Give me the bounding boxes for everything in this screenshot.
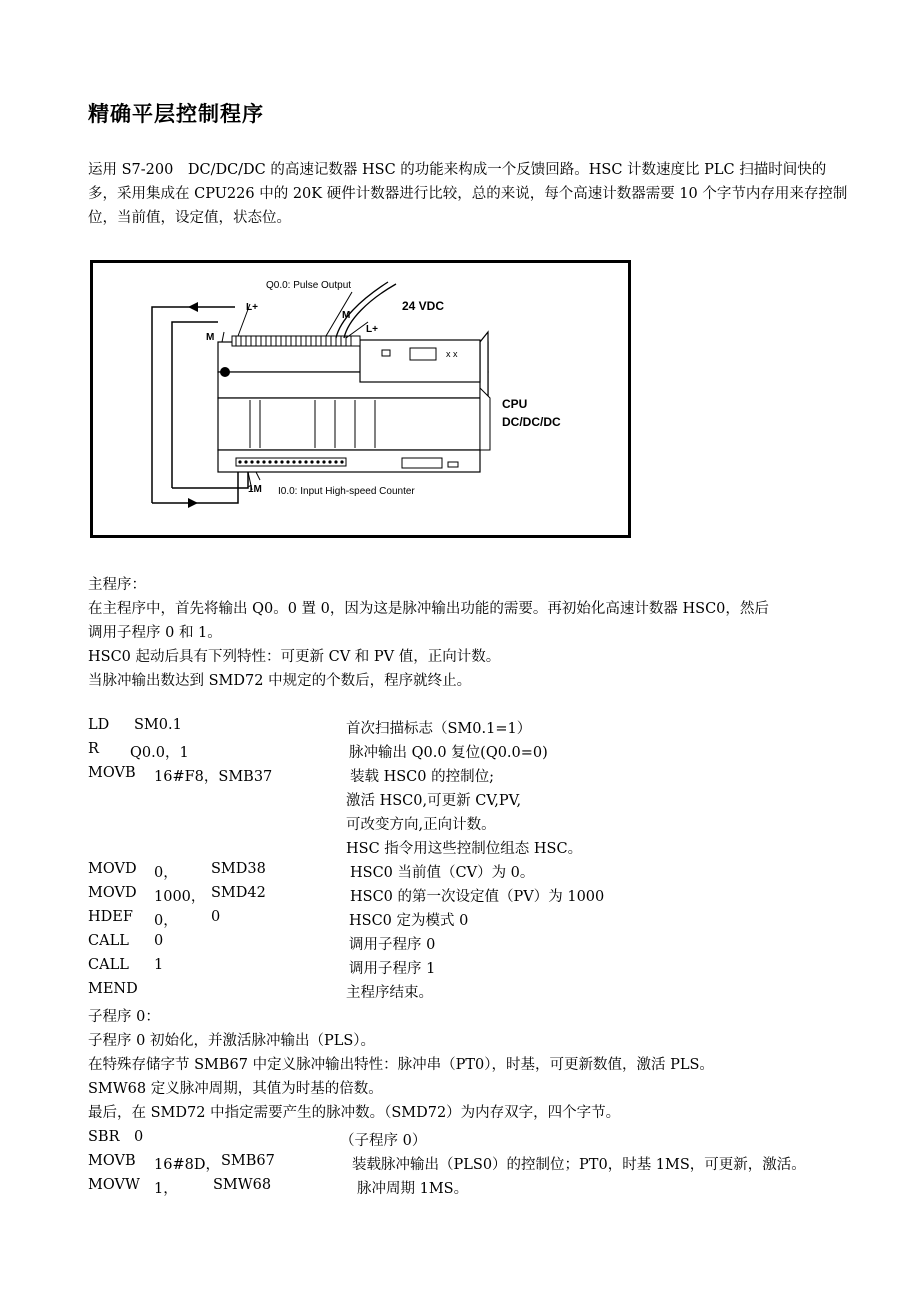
m-left-label: M	[206, 332, 215, 343]
code-operand: SM0.1	[134, 717, 182, 733]
code-operand: 0	[154, 933, 164, 949]
code-comment: 脉冲周期 1MS。	[357, 1181, 469, 1197]
code-operand-2: SMB67	[221, 1153, 275, 1169]
cpu-label: CPU	[502, 397, 528, 411]
code-op: CALL	[88, 957, 129, 973]
code-op: CALL	[88, 933, 129, 949]
sub-heading: 子程序 0：	[88, 1009, 160, 1025]
input-hsc-label: I0.0: Input High-speed Counter	[278, 486, 415, 497]
code-op: R	[88, 741, 99, 757]
sub-desc-line: SMW68 定义脉冲周期，其值为时基的倍数。	[88, 1081, 383, 1097]
code-op: HDEF	[88, 909, 133, 925]
code-comment: 激活 HSC0,可更新 CV,PV,	[346, 793, 522, 809]
code-operand: 0	[134, 1129, 144, 1145]
main-desc-line: 调用子程序 0 和 1。	[88, 625, 222, 641]
code-operand: 0，	[154, 913, 178, 929]
main-desc-line: 当脉冲输出数达到 SMD72 中规定的个数后，程序就终止。	[88, 673, 472, 689]
code-op: LD	[88, 717, 110, 733]
main-desc-line: 在主程序中，首先将输出 Q0。0 置 0，因为这是脉冲输出功能的需要。再初始化高速计数器 HSC0，然后	[88, 601, 769, 617]
code-operand-2: SMD42	[211, 885, 266, 901]
cpu-wiring-diagram	[90, 260, 632, 540]
code-comment: 调用子程序 1	[349, 961, 436, 977]
code-comment: HSC0 的第一次设定值（PV）为 1000	[350, 889, 605, 905]
code-operand: 1000，	[154, 889, 206, 905]
code-operand-2: SMD38	[211, 861, 266, 877]
svg-text:x x: x x	[446, 349, 458, 359]
code-comment: 可改变方向,正向计数。	[346, 817, 496, 833]
sub-desc-line: 最后，在 SMD72 中指定需要产生的脉冲数。（SMD72）为内存双字，四个字节。	[88, 1105, 621, 1121]
code-comment: 装载脉冲输出（PLS0）的控制位；PT0，时基 1MS，可更新，激活。	[352, 1157, 806, 1173]
one-m-label: 1M	[248, 484, 262, 495]
code-operand-2: SMW68	[213, 1177, 272, 1193]
code-op: MOVD	[88, 861, 137, 877]
code-comment: HSC0 定为模式 0	[349, 913, 469, 929]
pulse-output-label: Q0.0: Pulse Output	[266, 280, 352, 291]
document-title: 精确平层控制程序	[88, 102, 264, 126]
code-operand: 1，	[154, 1181, 178, 1197]
m-right-label: M	[342, 310, 351, 321]
code-operand: 16#F8，SMB37	[154, 769, 273, 785]
code-operand-2: 0	[211, 909, 221, 925]
code-op: SBR	[88, 1129, 120, 1145]
code-op: MOVB	[88, 765, 136, 781]
code-op: MOVW	[88, 1177, 140, 1193]
code-operand: 16#8D，	[154, 1157, 220, 1173]
intro-paragraph: 运用 S7-200 DC/DC/DC 的高速记数器 HSC 的功能来构成一个反馈回路。HSC 计数速度比 PLC 扫描时间快的多，采用集成在 CPU226 中的 20K 硬件计数器进行比较，总的来说，每个高速计数器需要 10 个字节内存用来存控制位，当前值，设定值，状态位。	[88, 162, 848, 226]
lplus-left-label: L+	[246, 302, 258, 313]
code-comment: HSC 指令用这些控制位组态 HSC。	[346, 841, 583, 857]
code-comment: 主程序结束。	[346, 985, 433, 1001]
cpu-type-label: DC/DC/DC	[502, 415, 561, 429]
code-comment: （子程序 0）	[340, 1133, 427, 1149]
sub-desc-line: 在特殊存储字节 SMB67 中定义脉冲输出特性：脉冲串（PT0），时基，可更新数值，激活 PLS。	[88, 1057, 714, 1073]
lplus-right-label: L+	[366, 324, 378, 335]
sub-desc-line: 子程序 0 初始化，并激活脉冲输出（PLS）。	[88, 1033, 376, 1049]
code-comment: 装载 HSC0 的控制位;	[350, 769, 495, 785]
code-operand: 0，	[154, 865, 178, 881]
code-op: MOVB	[88, 1153, 136, 1169]
code-operand: Q0.0，1	[130, 745, 189, 761]
code-comment: 调用子程序 0	[349, 937, 436, 953]
code-comment: HSC0 当前值（CV）为 0。	[350, 865, 535, 881]
code-comment: 脉冲输出 Q0.0 复位(Q0.0=0)	[349, 745, 548, 761]
code-op: MOVD	[88, 885, 137, 901]
code-op: MEND	[88, 981, 138, 997]
main-desc-line: HSC0 起动后具有下列特性：可更新 CV 和 PV 值，正向计数。	[88, 649, 501, 665]
code-comment: 首次扫描标志（SM0.1=1）	[346, 721, 532, 737]
vdc-label: 24 VDC	[402, 299, 445, 313]
code-operand: 1	[154, 957, 164, 973]
main-heading: 主程序：	[88, 577, 146, 593]
